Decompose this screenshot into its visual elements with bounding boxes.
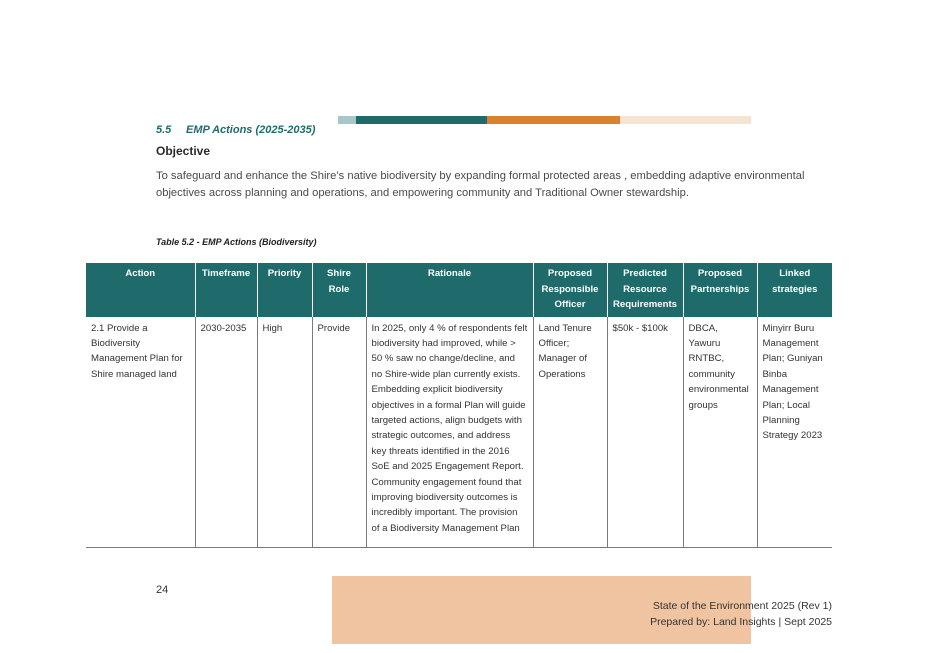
footer-prepared-by: Prepared by: Land Insights | Sept 2025 xyxy=(650,616,832,628)
cell-priority: High xyxy=(257,317,312,548)
cell-rationale: In 2025, only 4 % of respondents felt biodiversity had improved, while > 50 % saw no change/decline, and no Shire-wide plan currently exists. Embedding explicit biodiversity objectives in a formal Plan will guide targeted actions, align budgets with strategic outcomes, and address key threats identified in the 2016 SoE and 2025 Engagement Report. Community engagement found that improving biodiversity outcomes is incredibly important. The provision of a Biodiversity Management Plan xyxy=(366,317,533,548)
objective-text: To safeguard and enhance the Shire’s native biodiversity by expanding formal protected areas , embedding adaptive environmental objectives across planning and operations, and empowering community and Traditional Owner stewardship. xyxy=(156,170,805,199)
cell-action: 2.1 Provide a Biodiversity Management Plan for Shire managed land xyxy=(86,317,195,548)
header-priority: Priority xyxy=(257,263,312,317)
cell-linked-strategies: Minyirr Buru Management Plan; Guniyan Binba Management Plan; Local Planning Strategy 2023 xyxy=(762,322,823,442)
page-number: 24 xyxy=(156,584,169,596)
header-rationale: Rationale xyxy=(366,263,533,317)
cell-resources: $50k - $100k xyxy=(607,317,683,548)
header-partnerships: Proposed Partnerships xyxy=(683,263,757,317)
section-title: EMP Actions (2025-2035) xyxy=(186,124,316,136)
cell-timeframe: 2030-2035 xyxy=(195,317,257,548)
accent-bar-2 xyxy=(356,116,487,124)
table-header-row xyxy=(86,263,832,317)
section-heading xyxy=(156,124,315,136)
cell-officer: Land Tenure Officer; Manager of Operations xyxy=(533,317,607,548)
objective-heading: Objective xyxy=(156,144,211,158)
cell-shire-role: Provide xyxy=(312,317,366,548)
cell-partnerships: DBCA, Yawuru RNTBC, community environmental groups xyxy=(683,317,757,548)
emp-actions-table xyxy=(86,263,832,548)
accent-bar-4 xyxy=(620,116,751,124)
header-action: Action xyxy=(86,263,195,317)
accent-bar-1 xyxy=(338,116,356,124)
footer-doc-title: State of the Environment 2025 (Rev 1) xyxy=(652,600,832,612)
header-officer: Proposed Responsible Officer xyxy=(533,263,607,317)
accent-bar-3 xyxy=(487,116,620,124)
table-row xyxy=(86,317,832,548)
section-number: 5.5 xyxy=(156,124,172,136)
header-shire-role: Shire Role xyxy=(312,263,366,317)
header-linked-strategies: Linked strategies xyxy=(757,263,832,317)
footer-text xyxy=(650,598,832,630)
header-resources: Predicted Resource Requirements xyxy=(607,263,683,317)
header-timeframe: Timeframe xyxy=(195,263,257,317)
table-caption: Table 5.2 - EMP Actions (Biodiversity) xyxy=(156,237,317,247)
